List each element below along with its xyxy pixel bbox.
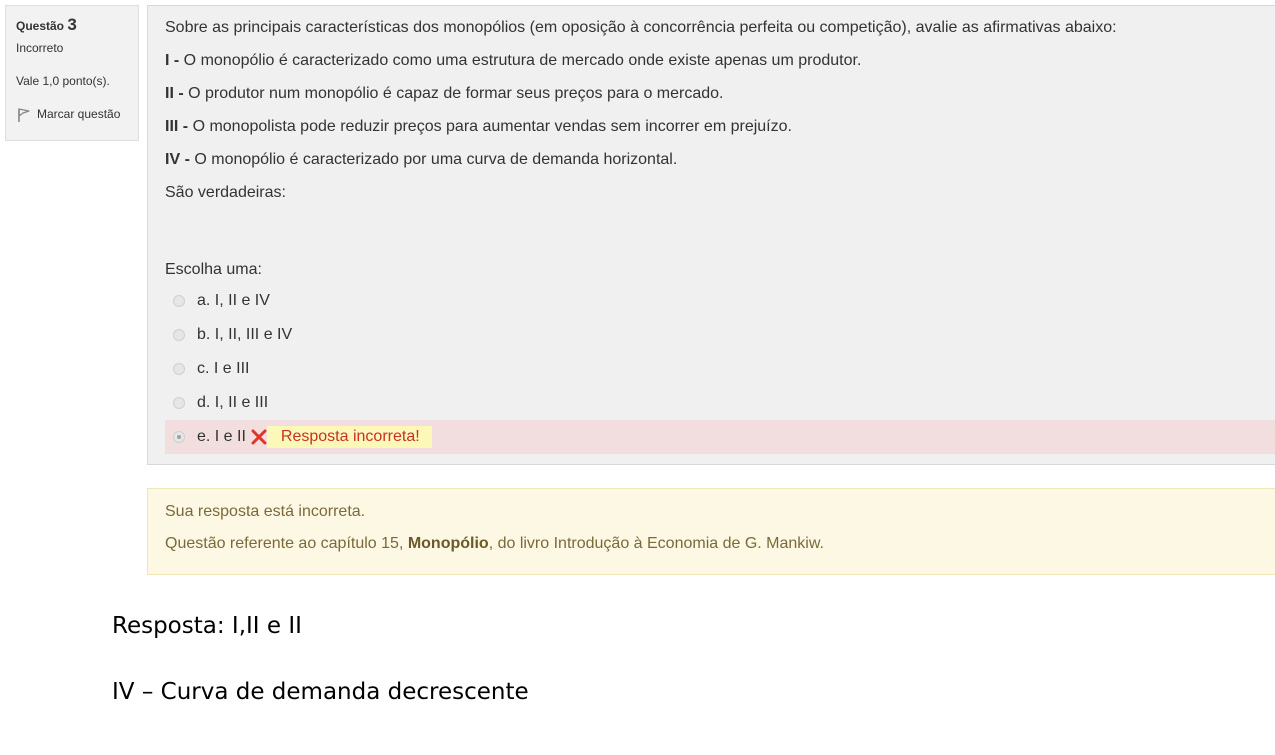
note-answer: Resposta: I,II e II <box>112 613 302 639</box>
question-state: Incorreto <box>16 41 64 55</box>
incorrect-feedback-tag: Resposta incorreta! <box>267 426 432 448</box>
answer-prompt: Escolha uma: <box>165 261 262 278</box>
answer-option-d[interactable] <box>165 386 1275 420</box>
flag-question-button[interactable] <box>16 105 138 123</box>
question-info-panel <box>5 5 139 141</box>
radio-button[interactable] <box>173 295 185 307</box>
statement-text: O monopólio é caracterizado por uma curva de demanda horizontal. <box>194 151 678 168</box>
radio-button[interactable] <box>173 329 185 341</box>
answer-label: a. I, II e IV <box>197 292 270 309</box>
radio-button-selected[interactable] <box>173 431 185 443</box>
answer-label: c. I e III <box>197 360 250 377</box>
note-remark: IV – Curva de demanda decrescente <box>112 679 529 705</box>
statement-2 <box>165 82 1117 115</box>
question-number <box>16 14 138 36</box>
flag-question-label: Marcar questão <box>37 107 121 121</box>
statement-text: O monopólio é caracterizado como uma estrutura de mercado onde existe apenas um produtor. <box>183 52 862 69</box>
feedback-line-1: Sua resposta está incorreta. <box>165 503 366 520</box>
statement-text: O produtor num monopólio é capaz de formar seus preços para o mercado. <box>188 85 724 102</box>
feedback-prefix: Questão referente ao capítulo 15, <box>165 535 408 552</box>
question-label: Questão <box>16 19 65 33</box>
statement-3 <box>165 115 1117 148</box>
answer-option-a[interactable] <box>165 284 1275 318</box>
statement-sep: - <box>178 118 193 135</box>
statement-sep: - <box>173 85 189 102</box>
answer-label: b. I, II, III e IV <box>197 326 293 343</box>
radio-button[interactable] <box>173 363 185 375</box>
statement-4 <box>165 148 1117 181</box>
statement-1 <box>165 49 1117 82</box>
question-content <box>147 5 1275 465</box>
answer-label: e. I e II <box>197 428 246 445</box>
feedback-suffix: , do livro Introdução à Economia de G. Mankiw. <box>488 535 824 552</box>
answer-option-e[interactable] <box>165 420 1275 454</box>
general-feedback <box>147 488 1275 575</box>
incorrect-x-icon <box>251 429 267 445</box>
statement-roman: I <box>165 52 170 69</box>
question-closing: São verdadeiras: <box>165 184 286 201</box>
flag-icon <box>16 107 30 123</box>
answer-label: d. I, II e III <box>197 394 269 411</box>
statement-roman: IV <box>165 151 181 168</box>
statement-sep: - <box>180 151 195 168</box>
answer-list <box>165 284 1275 454</box>
statement-sep: - <box>169 52 184 69</box>
statement-text: O monopolista pode reduzir preços para aumentar vendas sem incorrer em prejuízo. <box>192 118 792 135</box>
feedback-chapter: Monopólio <box>407 535 489 552</box>
answer-option-b[interactable] <box>165 318 1275 352</box>
answer-option-c[interactable] <box>165 352 1275 386</box>
question-text <box>165 16 1117 214</box>
question-number-value: 3 <box>67 15 77 34</box>
question-grade: Vale 1,0 ponto(s). <box>16 74 110 88</box>
statement-roman: II <box>165 85 174 102</box>
statement-roman: III <box>165 118 179 135</box>
question-intro: Sobre as principais características dos monopólios (em oposição à concorrência perfeita ou competição), avalie as afirmativas abaixo: <box>165 19 1117 36</box>
feedback-line-2 <box>165 533 824 555</box>
radio-button[interactable] <box>173 397 185 409</box>
